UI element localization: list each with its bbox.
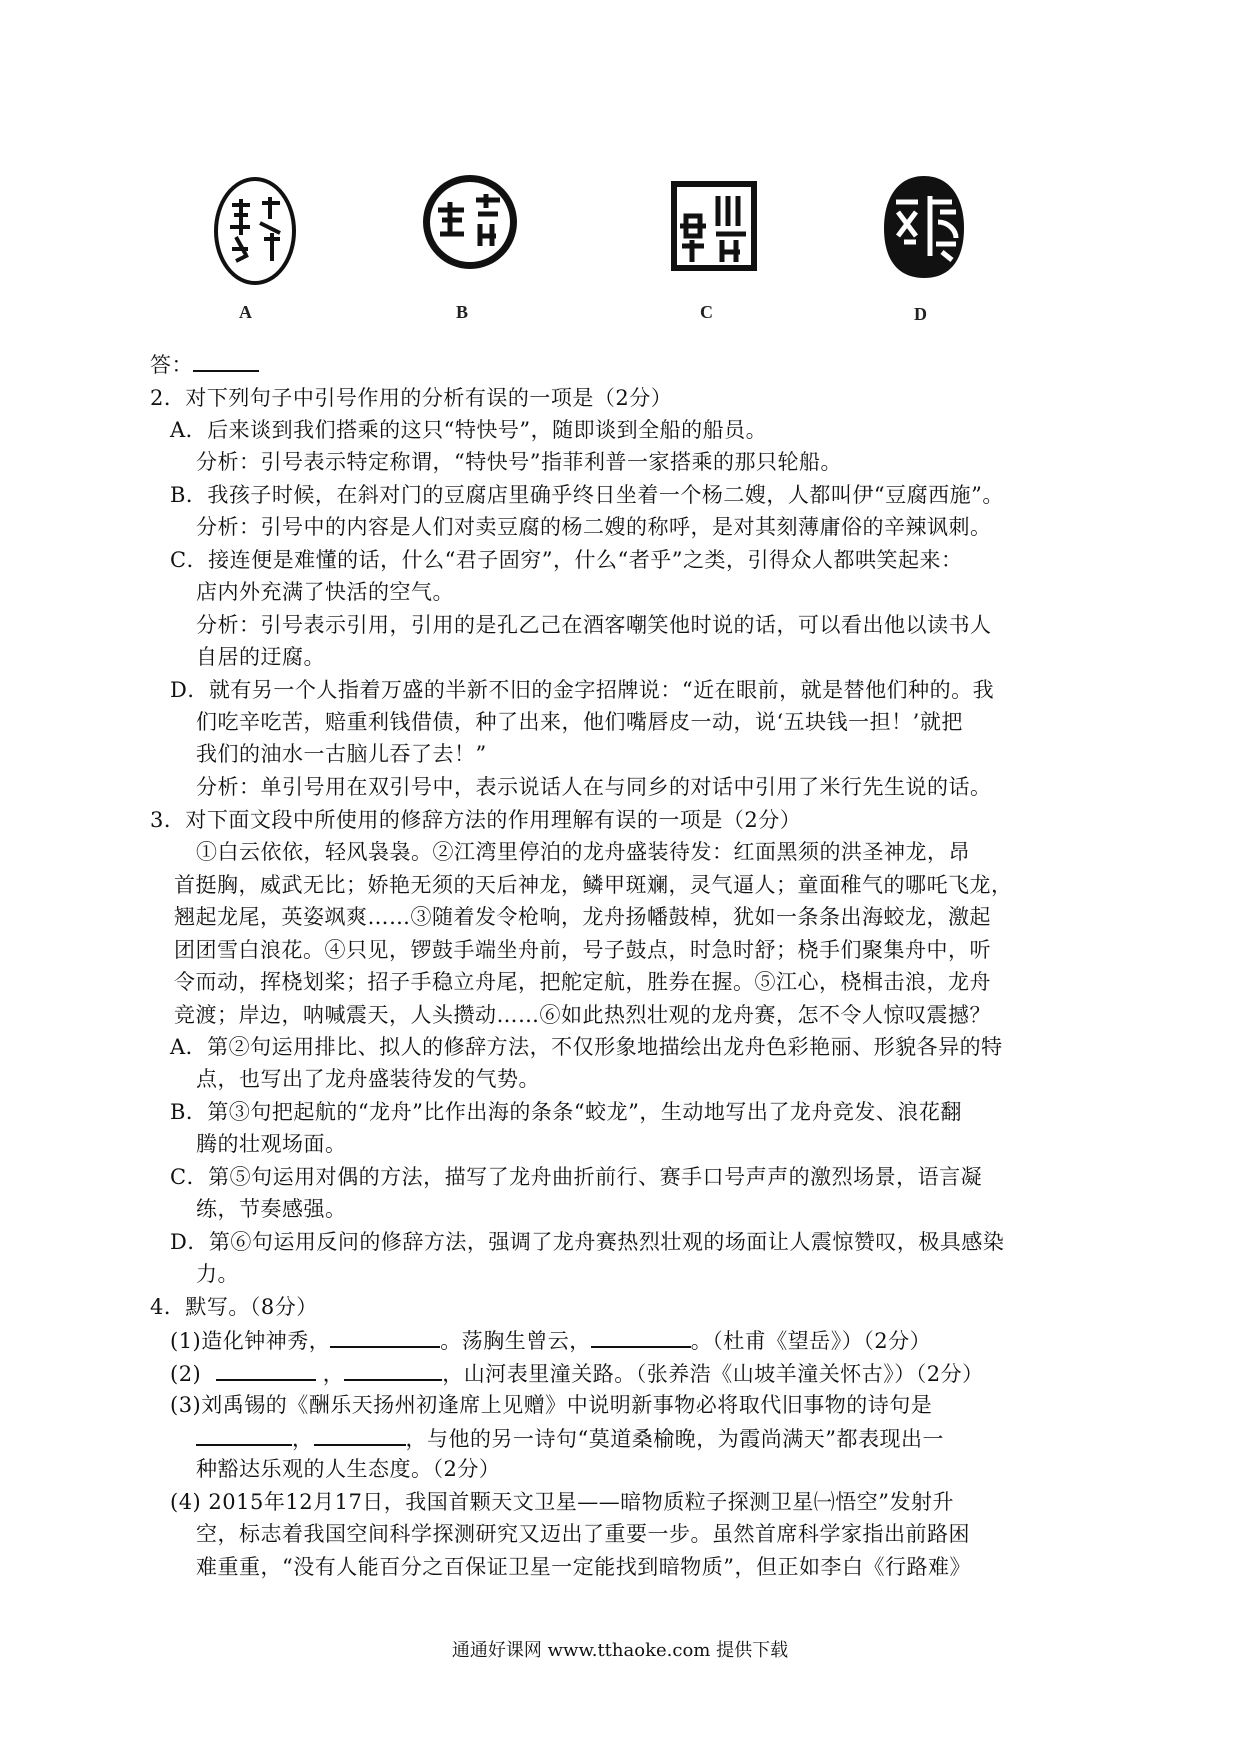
q3-option-d-cont: 力。 xyxy=(196,1262,239,1286)
q2-option-d: D．就有另一个人指着万盛的半新不旧的金字招牌说：“近在眼前，就是替他们种的。我 xyxy=(170,678,995,702)
q2-option-c-analysis-cont: 自居的迂腐。 xyxy=(196,645,325,669)
q4-blank[interactable] xyxy=(196,1422,292,1446)
q4-item-3-cont2: 种豁达乐观的人生态度。（2分） xyxy=(196,1457,501,1481)
q4-item-2 xyxy=(170,1357,984,1389)
page-footer: 通通好课网 www.tthaoke.com 提供下载 xyxy=(451,1640,789,1661)
round-seal-icon xyxy=(420,172,520,272)
q4-item-1 xyxy=(170,1324,931,1356)
q3-option-b-cont: 腾的壮观场面。 xyxy=(196,1132,347,1156)
q2-option-d-cont1: 们吃辛吃苦，赔重利钱借债，种了出来，他们嘴唇皮一动，说‘五块钱一担！’就把 xyxy=(196,710,963,734)
q3-passage-line: 令而动，挥桡划桨；招子手稳立舟尾，把舵定航，胜券在握。⑤江心，桡楫击浪，龙舟 xyxy=(174,970,991,994)
square-seal-icon xyxy=(670,180,758,272)
q4-item-1-text: (1)造化钟神秀， xyxy=(170,1329,331,1353)
seal-b xyxy=(420,172,520,272)
seal-d-label: D xyxy=(914,304,927,324)
seal-b-label: B xyxy=(456,302,469,322)
seal-a xyxy=(212,175,298,287)
q2-option-c-cont: 店内外充满了快活的空气。 xyxy=(196,580,454,604)
q3-passage-line: 竞渡；岸边，呐喊震天，人头攒动……⑥如此热烈壮观的龙舟赛，怎不令人惊叹震撼？ xyxy=(174,1003,991,1027)
q4-item-3-text: ， xyxy=(292,1427,314,1451)
answer-line xyxy=(150,348,259,380)
q3-passage-line: 翘起龙尾，英姿飒爽……③随着发令枪响，龙舟扬幡鼓棹，犹如一条条出海蛟龙，激起 xyxy=(174,905,991,929)
q3-option-c-cont: 练，节奏感强。 xyxy=(196,1197,347,1221)
q4-blank[interactable] xyxy=(314,1422,406,1446)
q4-item-3: (3)刘禹锡的《酬乐天扬州初逢席上见赠》中说明新事物必将取代旧事物的诗句是 xyxy=(170,1393,933,1417)
q3-option-d: D．第⑥句运用反问的修辞方法，强调了龙舟赛热烈壮观的场面让人震惊赞叹，极具感染 xyxy=(170,1230,1005,1254)
q4-item-2-text: (2) xyxy=(170,1362,202,1386)
q2-option-a-analysis: 分析：引号表示特定称谓，“特快号”指菲利普一家搭乘的那只轮船。 xyxy=(196,450,842,474)
q4-stem: 4．默写。（8分） xyxy=(150,1295,318,1319)
seal-a-label: A xyxy=(239,302,252,322)
q3-option-a-cont: 点，也写出了龙舟盛装待发的气势。 xyxy=(196,1067,540,1091)
q3-stem: 3．对下面文段中所使用的修辞方法的作用理解有误的一项是（2分） xyxy=(150,808,802,832)
q4-item-4: (4) 2015年12月17日，我国首颗天文卫星——暗物质粒子探测卫星㈠悟空”发射升 xyxy=(170,1490,955,1514)
q3-passage-line: 团团雪白浪花。④只见，锣鼓手端坐舟前，号子鼓点，时急时舒；桡手们聚集舟中，听 xyxy=(174,938,991,962)
q2-option-b: B．我孩子时候，在斜对门的豆腐店里确乎终日坐着一个杨二嫂，人都叫伊“豆腐西施”。 xyxy=(170,483,1004,507)
q2-option-b-analysis: 分析：引号中的内容是人们对卖豆腐的杨二嫂的称呼，是对其刻薄庸俗的辛辣讽刺。 xyxy=(196,515,992,539)
q4-blank[interactable] xyxy=(330,1324,440,1348)
q4-item-3-text: ，与他的另一诗句“莫道桑榆晚，为霞尚满天”都表现出一 xyxy=(405,1427,944,1451)
q4-item-1-text: 。荡胸生曾云， xyxy=(440,1329,591,1353)
q2-option-d-analysis: 分析：单引号用在双引号中，表示说话人在与同乡的对话中引用了米行先生说的话。 xyxy=(196,775,992,799)
q3-option-c: C．第⑤句运用对偶的方法，描写了龙舟曲折前行、赛手口号声声的激烈场景，语言凝 xyxy=(170,1165,983,1189)
seal-c xyxy=(670,180,758,272)
q4-blank[interactable] xyxy=(344,1357,442,1381)
q4-item-1-text: 。（杜甫《望岳》）（2分） xyxy=(690,1329,932,1353)
seal-c-label: C xyxy=(700,302,713,322)
q4-item-3-cont xyxy=(196,1422,944,1454)
answer-prefix: 答： xyxy=(150,353,193,377)
q4-blank[interactable] xyxy=(591,1324,691,1348)
q3-passage-line: 首挺胸，威武无比；娇艳无须的天后神龙，鳞甲斑斓，灵气逼人；童面稚气的哪吒飞龙， xyxy=(174,873,1013,897)
pebble-seal-icon xyxy=(880,172,968,282)
q4-blank[interactable] xyxy=(216,1357,316,1381)
q3-option-b: B．第③句把起航的“龙舟”比作出海的条条“蛟龙”，生动地写出了龙舟竞发、浪花翻 xyxy=(170,1100,962,1124)
q2-option-a: A．后来谈到我们搭乘的这只“特快号”，随即谈到全船的船员。 xyxy=(170,418,768,442)
q4-item-2-text: ，山河表里潼关路。（张养浩《山坡羊潼关怀古》）（2分） xyxy=(442,1362,984,1386)
oval-seal-icon xyxy=(212,175,298,287)
answer-blank[interactable] xyxy=(193,348,259,372)
q2-option-c-analysis: 分析：引号表示引用，引用的是孔乙己在酒客嘲笑他时说的话，可以看出他以读书人 xyxy=(196,613,992,637)
q2-option-c: C．接连便是难懂的话，什么“君子固穷”，什么“者乎”之类，引得众人都哄笑起来： xyxy=(170,548,963,572)
q2-stem: 2．对下列句子中引号作用的分析有误的一项是（2分） xyxy=(150,386,673,410)
q3-option-a: A．第②句运用排比、拟人的修辞方法，不仅形象地描绘出龙舟色彩艳丽、形貌各异的特 xyxy=(170,1035,1003,1059)
q3-passage-line: ①白云依依，轻风袅袅。②江湾里停泊的龙舟盛装待发：红面黑须的洪圣神龙，昂 xyxy=(196,840,970,864)
seal-d xyxy=(880,172,968,282)
q4-item-4-cont: 空，标志着我国空间科学探测研究又迈出了重要一步。虽然首席科学家指出前路困 xyxy=(196,1522,970,1546)
q2-option-d-cont2: 我们的油水一古脑儿吞了去！” xyxy=(196,742,487,766)
q4-item-2-text: ， xyxy=(322,1362,345,1386)
q4-item-4-cont: 难重重，“没有人能百分之百保证卫星一定能找到暗物质”，但正如李白《行路难》 xyxy=(196,1555,971,1579)
